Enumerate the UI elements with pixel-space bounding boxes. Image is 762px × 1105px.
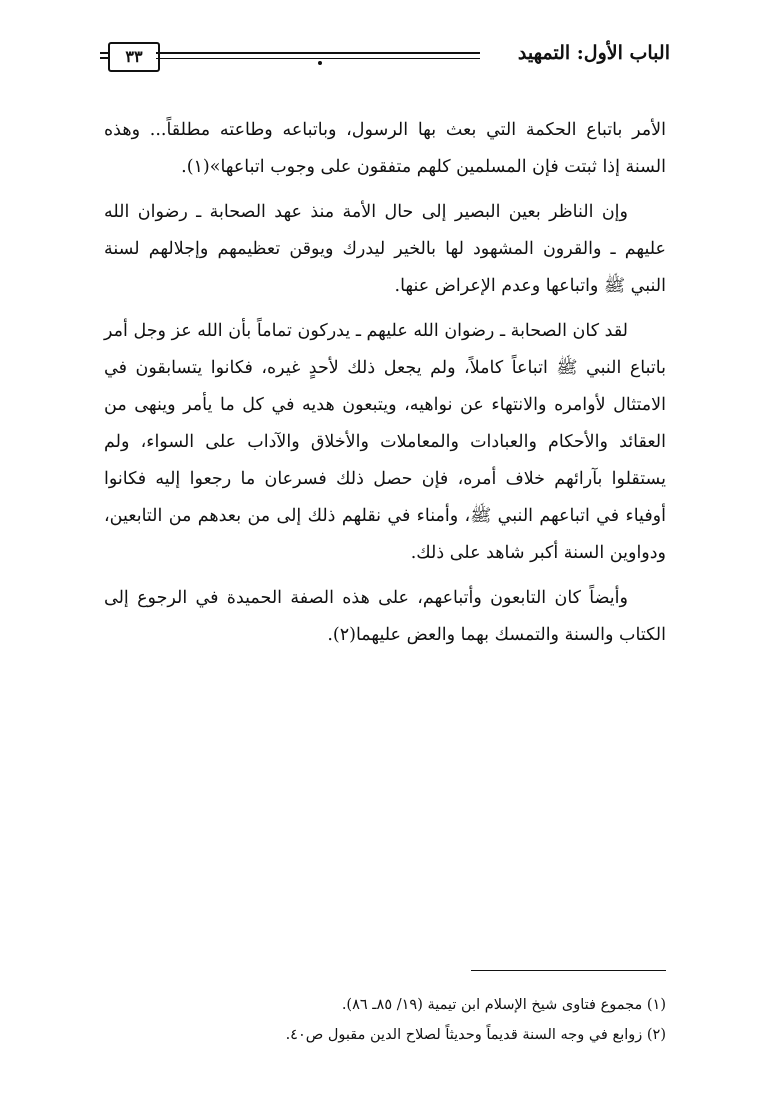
page-number-box: ٣٣ [108,42,160,72]
footnote-separator [471,970,666,971]
footnote-1: (١) مجموع فتاوى شيخ الإسلام ابن تيمية (١٩/ ٨٥ـ ٨٦). [341,997,666,1013]
header-rule [156,52,480,62]
paragraph: وأيضاً كان التابعون وأتباعهم، على هذه الصفة الحميدة في الرجوع إلى الكتاب والسنة والتمسك بهما والعض عليهما(٢). [104,588,666,645]
running-header [100,38,670,78]
main-text [104,112,666,662]
paragraph: لقد كان الصحابة ـ رضوان الله عليهم ـ يدركون تماماً بأن الله عز وجل أمر باتباع النبي ﷺ اتباعاً كاملاً، ولم يجعل ذلك لأحدٍ غيره، فكانوا يتسابقون في الامتثال لأوامره والانتهاء عن نواهيه، ويتبعون هديه في كل ما يأمر وينهى من العقائد والأحكام والعبادات والمعاملات والأخلاق والآداب على السواء، ولم يستقلوا بآرائهم خلاف أمره، فإن حصل ذلك فسرعان ما رجعوا إليه فكانوا أوفياء في اتباعهم النبي ﷺ، وأمناء في نقلهم ذلك إلى من بعدهم من التابعين، ودواوين السنة أكبر شاهد على ذلك. [104,321,666,563]
header-rule-thin-line [156,58,480,59]
page-number-bracket [100,52,110,62]
chapter-title: الباب الأول: التمهيد [517,42,670,64]
paragraph: الأمر باتباع الحكمة التي بعث بها الرسول، وباتباعه وطاعته مطلقاً... وهذه السنة إذا ثبتت فإن المسلمين كلهم متفقون على وجوب اتباعها»(١). [104,120,666,177]
header-rule-ornament-dot [318,61,322,65]
footnotes [206,990,666,1050]
paragraph: وإن الناظر بعين البصير إلى حال الأمة منذ عهد الصحابة ـ رضوان الله عليهم ـ والقرون المشهود لها بالخير ليدرك ويوقن تعظيمهم وإجلالهم لسنة النبي ﷺ واتباعها وعدم الإعراض عنها. [104,202,666,296]
footnote-2: (٢) زوابع في وجه السنة قديماً وحديثاً لصلاح الدين مقبول ص٤٠. [285,1027,666,1043]
header-rule-thick-line [156,52,480,54]
